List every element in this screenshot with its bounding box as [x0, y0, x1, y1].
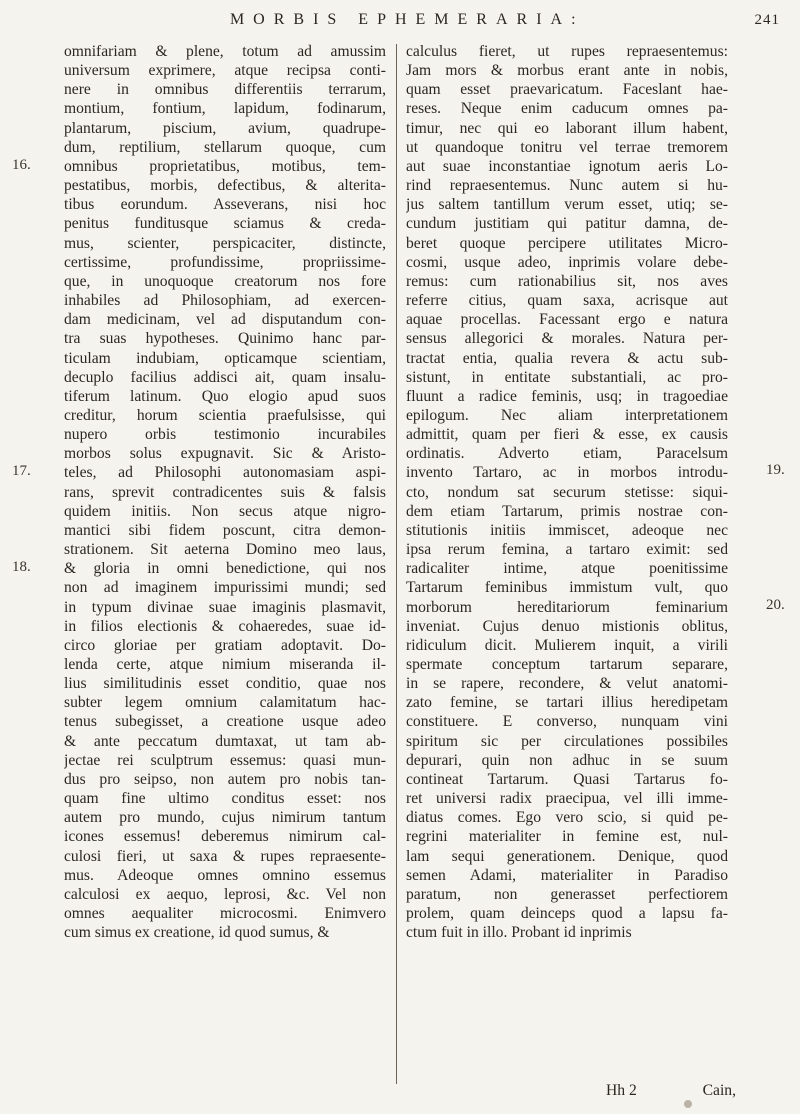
text-line: certissime, profundissime, propriissime- [64, 253, 386, 271]
text-line: tra suas hypotheses. Quinimo hanc par- [64, 330, 386, 348]
column-divider [396, 44, 397, 1084]
text-line: que, in unoquoque creatorum nos fore [64, 272, 386, 290]
margin-number: 16. [12, 157, 31, 173]
text-line: mus. Adeoque omnes omnino essemus [64, 866, 386, 884]
text-line: omnes aequaliter microcosmi. Enimvero [64, 905, 386, 923]
text-line: non ad imaginem impurissimi mundi; sed [64, 579, 386, 597]
signature-mark: Hh 2 [606, 1082, 637, 1099]
text-line: jus saltem tantillum verum esset, utiq; se- [406, 196, 728, 214]
text-line: omnibus proprietatibus, motibus, tem- [64, 157, 386, 175]
text-line: prolem, quam deinceps quod a lapsu fa- [406, 905, 728, 923]
text-line: cosmi, usque adeo, inprimis volare debe- [406, 253, 728, 271]
text-line: montium, fontium, lapidum, fodinarum, [64, 100, 386, 118]
text-line: quam esset praevaricatum. Faceslant hae- [406, 81, 728, 99]
text-line: stitutionis initiis immiscet, adeoque nec [406, 521, 728, 539]
text-line: cum simus ex creatione, id quod sumus, & [64, 924, 330, 942]
margin-number: 18. [12, 559, 31, 575]
text-line: quidem initiis. Non secus atque nigro- [64, 502, 386, 520]
text-line: admittit, quam per fieri & esse, ex causis [406, 426, 728, 444]
text-line: mantici sibi fidem poscunt, citra demon- [64, 521, 386, 539]
text-line: remus: cum rationabilius sit, nos aves [406, 272, 728, 290]
text-line: timur, nec qui eo laborant illum habent, [406, 119, 728, 137]
text-line: in filios electionis & cohaeredes, suae id- [64, 617, 386, 635]
text-line: pestatibus, morbis, defectibus, & alterita- [64, 177, 386, 195]
text-line: Jam mors & morbus erant ante in nobis, [406, 62, 728, 80]
text-line: depurari, quin non adhuc in se suum [406, 751, 728, 769]
text-line: lam sequi generationem. Denique, quod [406, 847, 728, 865]
text-line: constituere. E converso, nunquam vini [406, 713, 728, 731]
text-line: epilogum. Nec aliam interpretationem [406, 406, 728, 424]
text-line: sensus allegorici & morales. Natura per- [406, 330, 728, 348]
text-line: contineat Tartarum. Quasi Tartarus fo- [406, 770, 728, 788]
text-line: creditur, horum scientia praefulsisse, qui [64, 406, 386, 424]
text-line: lius similitudinis esset conditio, quae nos [64, 675, 386, 693]
text-line: tibus eorundum. Asseverans, nisi hoc [64, 196, 386, 214]
text-line: reses. Neque enim caducum omnes pa- [406, 100, 728, 118]
text-line: ctum fuit in illo. Probant id inprimis [406, 924, 632, 942]
text-line: nupero orbis testimonio incurabiles [64, 426, 386, 444]
text-line: ipsa rerum femina, a tartaro eximit: sed [406, 541, 728, 559]
catchword: Cain, [702, 1082, 736, 1099]
text-line: dum, reptilium, stellarum quoque, cum [64, 138, 386, 156]
text-line: culosi fieri, ut saxa & rupes repraesente- [64, 847, 386, 865]
text-line: cto, nondum sat securum stetisse: siqui- [406, 483, 728, 501]
text-line: & gloria in omni benedictione, qui nos [64, 560, 386, 578]
margin-number: 19. [766, 462, 785, 478]
text-line: ret universi radix praecipua, vel illi imme- [406, 790, 728, 808]
text-line: calculosi ex aequo, leprosi, &c. Vel non [64, 885, 386, 903]
text-line: Tartarum feminibus immistum vult, quo [406, 579, 728, 597]
text-line: aut suae inconstantiae ignotum aeris Lo- [406, 157, 728, 175]
text-line: ticulam indubiam, opticamque scientiam, [64, 349, 386, 367]
text-line: tenus subegisset, a creatione usque adeo [64, 713, 386, 731]
page-footer [406, 1082, 736, 1100]
text-line: penitus funditusque sciamus & creda- [64, 215, 386, 233]
text-line: in se rapere, recondere, & velut anatomi- [406, 675, 728, 693]
text-line: icones essemus! deberemus nimirum cal- [64, 828, 386, 846]
text-line: referre citius, quam saxa, acrisque aut [406, 292, 728, 310]
text-line: dam medicinam, vel ad disputandum con- [64, 311, 386, 329]
text-line: in typum divinae suae imaginis plasmavit, [64, 598, 386, 616]
ink-smudge [684, 1100, 692, 1108]
text-line: mus, scienter, perspicaciter, distincte, [64, 234, 386, 252]
text-line: rind repraesentemus. Nunc autem si hu- [406, 177, 728, 195]
text-line: inveniat. Cujus denuo mistionis oblitus, [406, 617, 728, 635]
text-line: diatus comes. Ego vero scio, si quid pe- [406, 809, 728, 827]
text-line: & ante peccatum dumtaxat, ut tam ab- [64, 732, 386, 750]
page-number: 241 [754, 11, 780, 28]
text-line: lenda certe, atque nimium miseranda il- [64, 656, 386, 673]
text-line: calculus fieret, ut rupes repraesentemus: [406, 43, 728, 60]
text-line: ordinatis. Adverto etiam, Paracelsum [406, 445, 728, 463]
text-line: beret quoque percipere utilitates Micro- [406, 234, 728, 252]
text-line: autem pro mundo, cujus nimirum tantum [64, 809, 386, 827]
running-title: MORBIS EPHEMERARIA: [229, 11, 585, 28]
text-line: teles, ad Philosophi autonomasiam aspi- [64, 464, 386, 482]
text-line: sistunt, in entitate substantiali, ac pro- [406, 368, 728, 386]
text-line: dem etiam Tartarum, primis nostrae con- [406, 502, 728, 520]
text-line: strationem. Sit aeterna Domino meo laus, [64, 541, 386, 559]
text-line: omnifariam & plene, totum ad amussim [64, 43, 386, 60]
text-line: zato femine, se tartari illius heredipetam [406, 694, 728, 712]
text-line: semen Adami, materialiter in Paradiso [406, 866, 728, 884]
text-line: universum exprimere, atque recipsa conti- [64, 62, 386, 80]
text-line: fluunt a radice feminis, usq; in tragoediae [406, 387, 728, 405]
text-line: tractat entia, qualia revera & actu sub- [406, 349, 728, 367]
text-line: decuplo facilius addisci ait, quam insalu- [64, 368, 386, 386]
text-line: paratum, non generasset perfectiorem [406, 885, 728, 903]
text-line: cundum justitiam qui patitur damna, de- [406, 215, 728, 233]
margin-number: 17. [12, 463, 31, 479]
text-line: morbos solus expugnavit. Sic & Aristo- [64, 445, 386, 463]
text-line: subter legem omnium calamitatum hac- [64, 694, 386, 712]
text-line: rans, sprevit contradicentes suis & falsis [64, 483, 386, 501]
text-line: inhabiles ad Philosophiam, ad exercen- [64, 292, 386, 310]
text-line: radicaliter intime, atque poenitissime [406, 560, 728, 578]
text-line: morborum hereditariorum feminarium [406, 598, 728, 616]
text-line: spermate conceptum tartarum separare, [406, 656, 728, 673]
text-line: tiferum latinum. Quo elogio apud suos [64, 387, 386, 405]
text-line: ridiculum dicit. Mulierem inquit, a virili [406, 636, 728, 654]
text-line: aquae procellas. Facessant ergo e natura [406, 311, 728, 329]
text-line: regrini materialiter in femine est, nul- [406, 828, 728, 846]
text-line: quam fine ultimo conditus esset: nos [64, 790, 386, 808]
left-column [64, 42, 386, 942]
text-line: spiritum sic per circulationes possibiles [406, 732, 728, 750]
text-line: invento Tartaro, ac in morbos introdu- [406, 464, 728, 482]
text-line: dus pro seipso, non autem pro nobis tan- [64, 770, 386, 788]
running-header [60, 6, 780, 34]
text-line: jectae rei sculptrum essemus: quasi mun- [64, 751, 386, 769]
text-line: circo gloriae per gratiam adoptavit. Do- [64, 636, 386, 654]
right-column [406, 42, 728, 942]
text-line: plantarum, piscium, avium, quadrupe- [64, 119, 386, 137]
text-line: nere in omnibus differentiis terrarum, [64, 81, 386, 99]
text-line: ut quandoque tonitru vel terrae tremorem [406, 138, 728, 156]
margin-number: 20. [766, 597, 785, 613]
